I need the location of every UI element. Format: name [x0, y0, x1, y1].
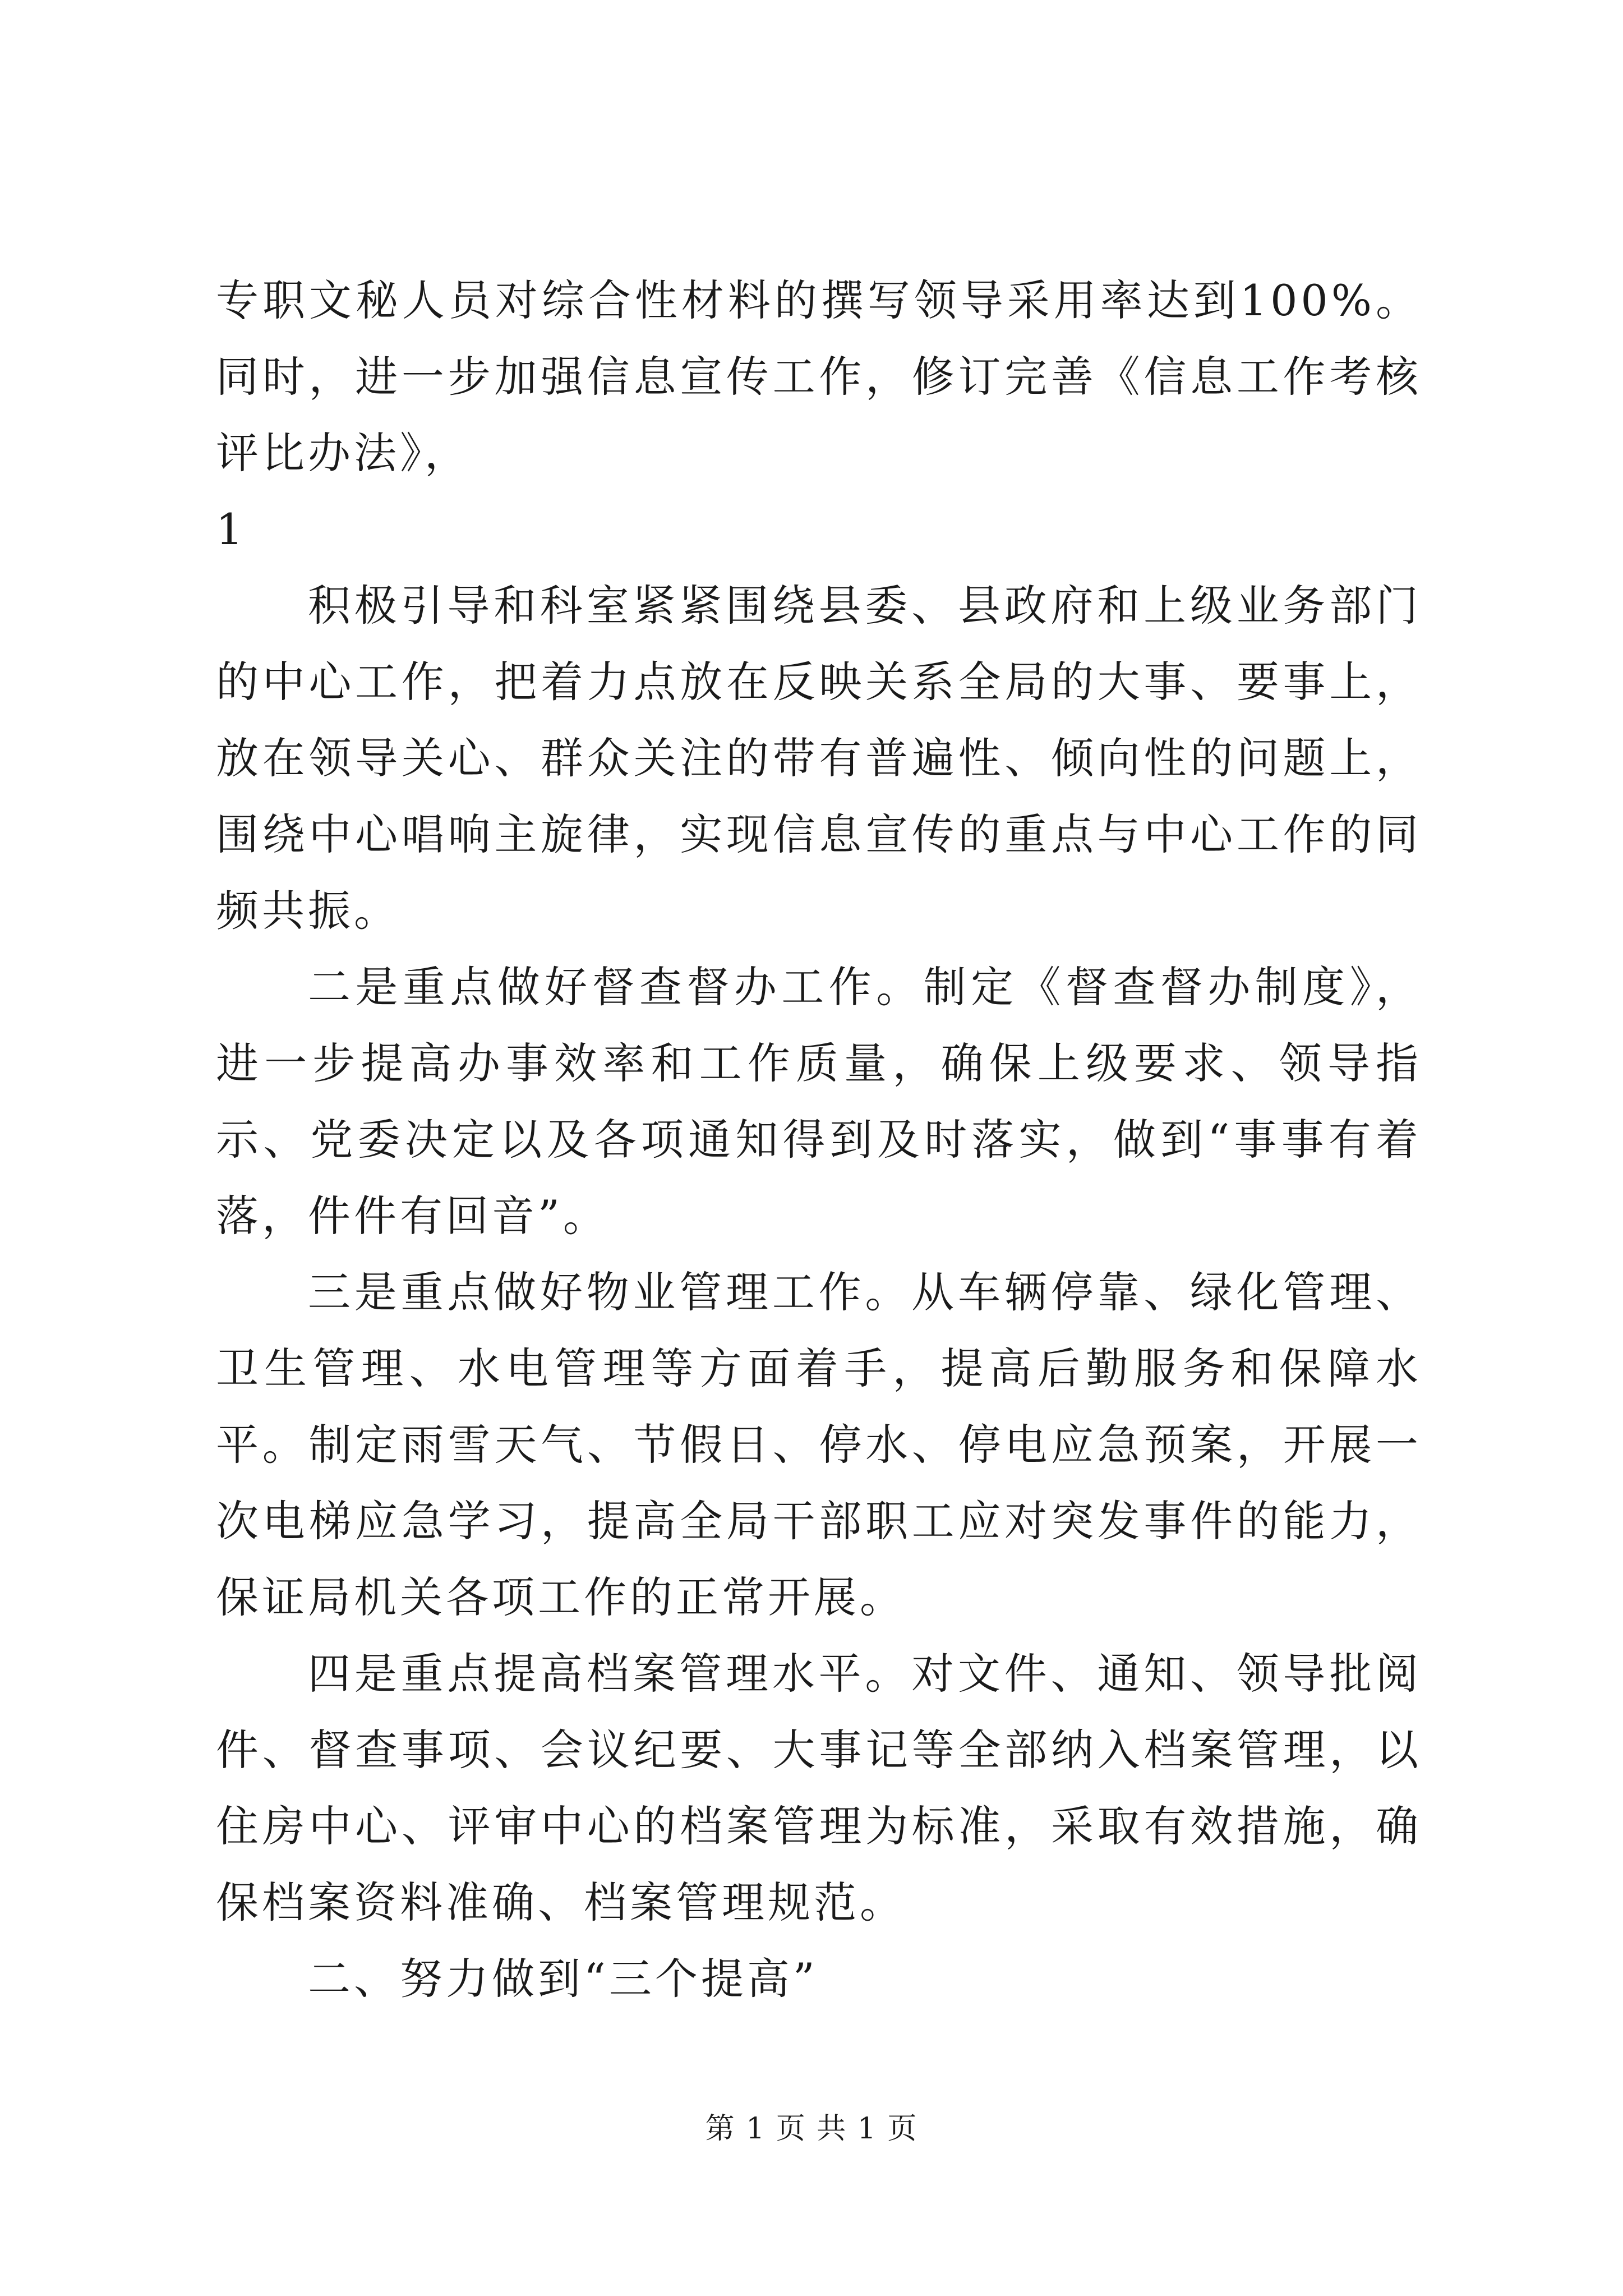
paragraph-page-number: 1: [216, 504, 247, 554]
page-footer: 第 1 页 共 1 页: [705, 2112, 918, 2146]
paragraph-1: 专职文秘人员对综合性材料的撰写领导采用率达到100%。同时，进一步加强信息宣传工作，修订完善《信息工作考核评比办法》，: [216, 275, 1422, 478]
section-heading: 二、努力做到“三个提高”: [308, 1954, 818, 2004]
paragraph-3: 积极引导和科室紧紧围绕县委、县政府和上级业务部门的中心工作，把着力点放在反映关系全局的大事、要事上，放在领导关心、群众关注的带有普遍性、倾向性的问题上，围绕中心唱响主旋律，实现信息宣传的重点与中心工作的同频共振。: [216, 581, 1422, 936]
document-body: [216, 263, 1422, 2017]
paragraph-5: 三是重点做好物业管理工作。从车辆停靠、绿化管理、卫生管理、水电管理等方面着手，提高后勤服务和保障水平。制定雨雪天气、节假日、停水、停电应急预案，开展一次电梯应急学习，提高全局干部职工应对突发事件的能力，保证局机关各项工作的正常开展。: [216, 1267, 1422, 1622]
paragraph-6: 四是重点提高档案管理水平。对文件、通知、领导批阅件、督查事项、会议纪要、大事记等全部纳入档案管理，以住房中心、评审中心的档案管理为标准，采取有效措施，确保档案资料准确、档案管理规范。: [216, 1649, 1422, 1927]
paragraph-4: 二是重点做好督查督办工作。制定《督查督办制度》，进一步提高办事效率和工作质量，确保上级要求、领导指示、党委决定以及各项通知得到及时落实，做到“事事有着落，件件有回音”。: [216, 962, 1422, 1241]
